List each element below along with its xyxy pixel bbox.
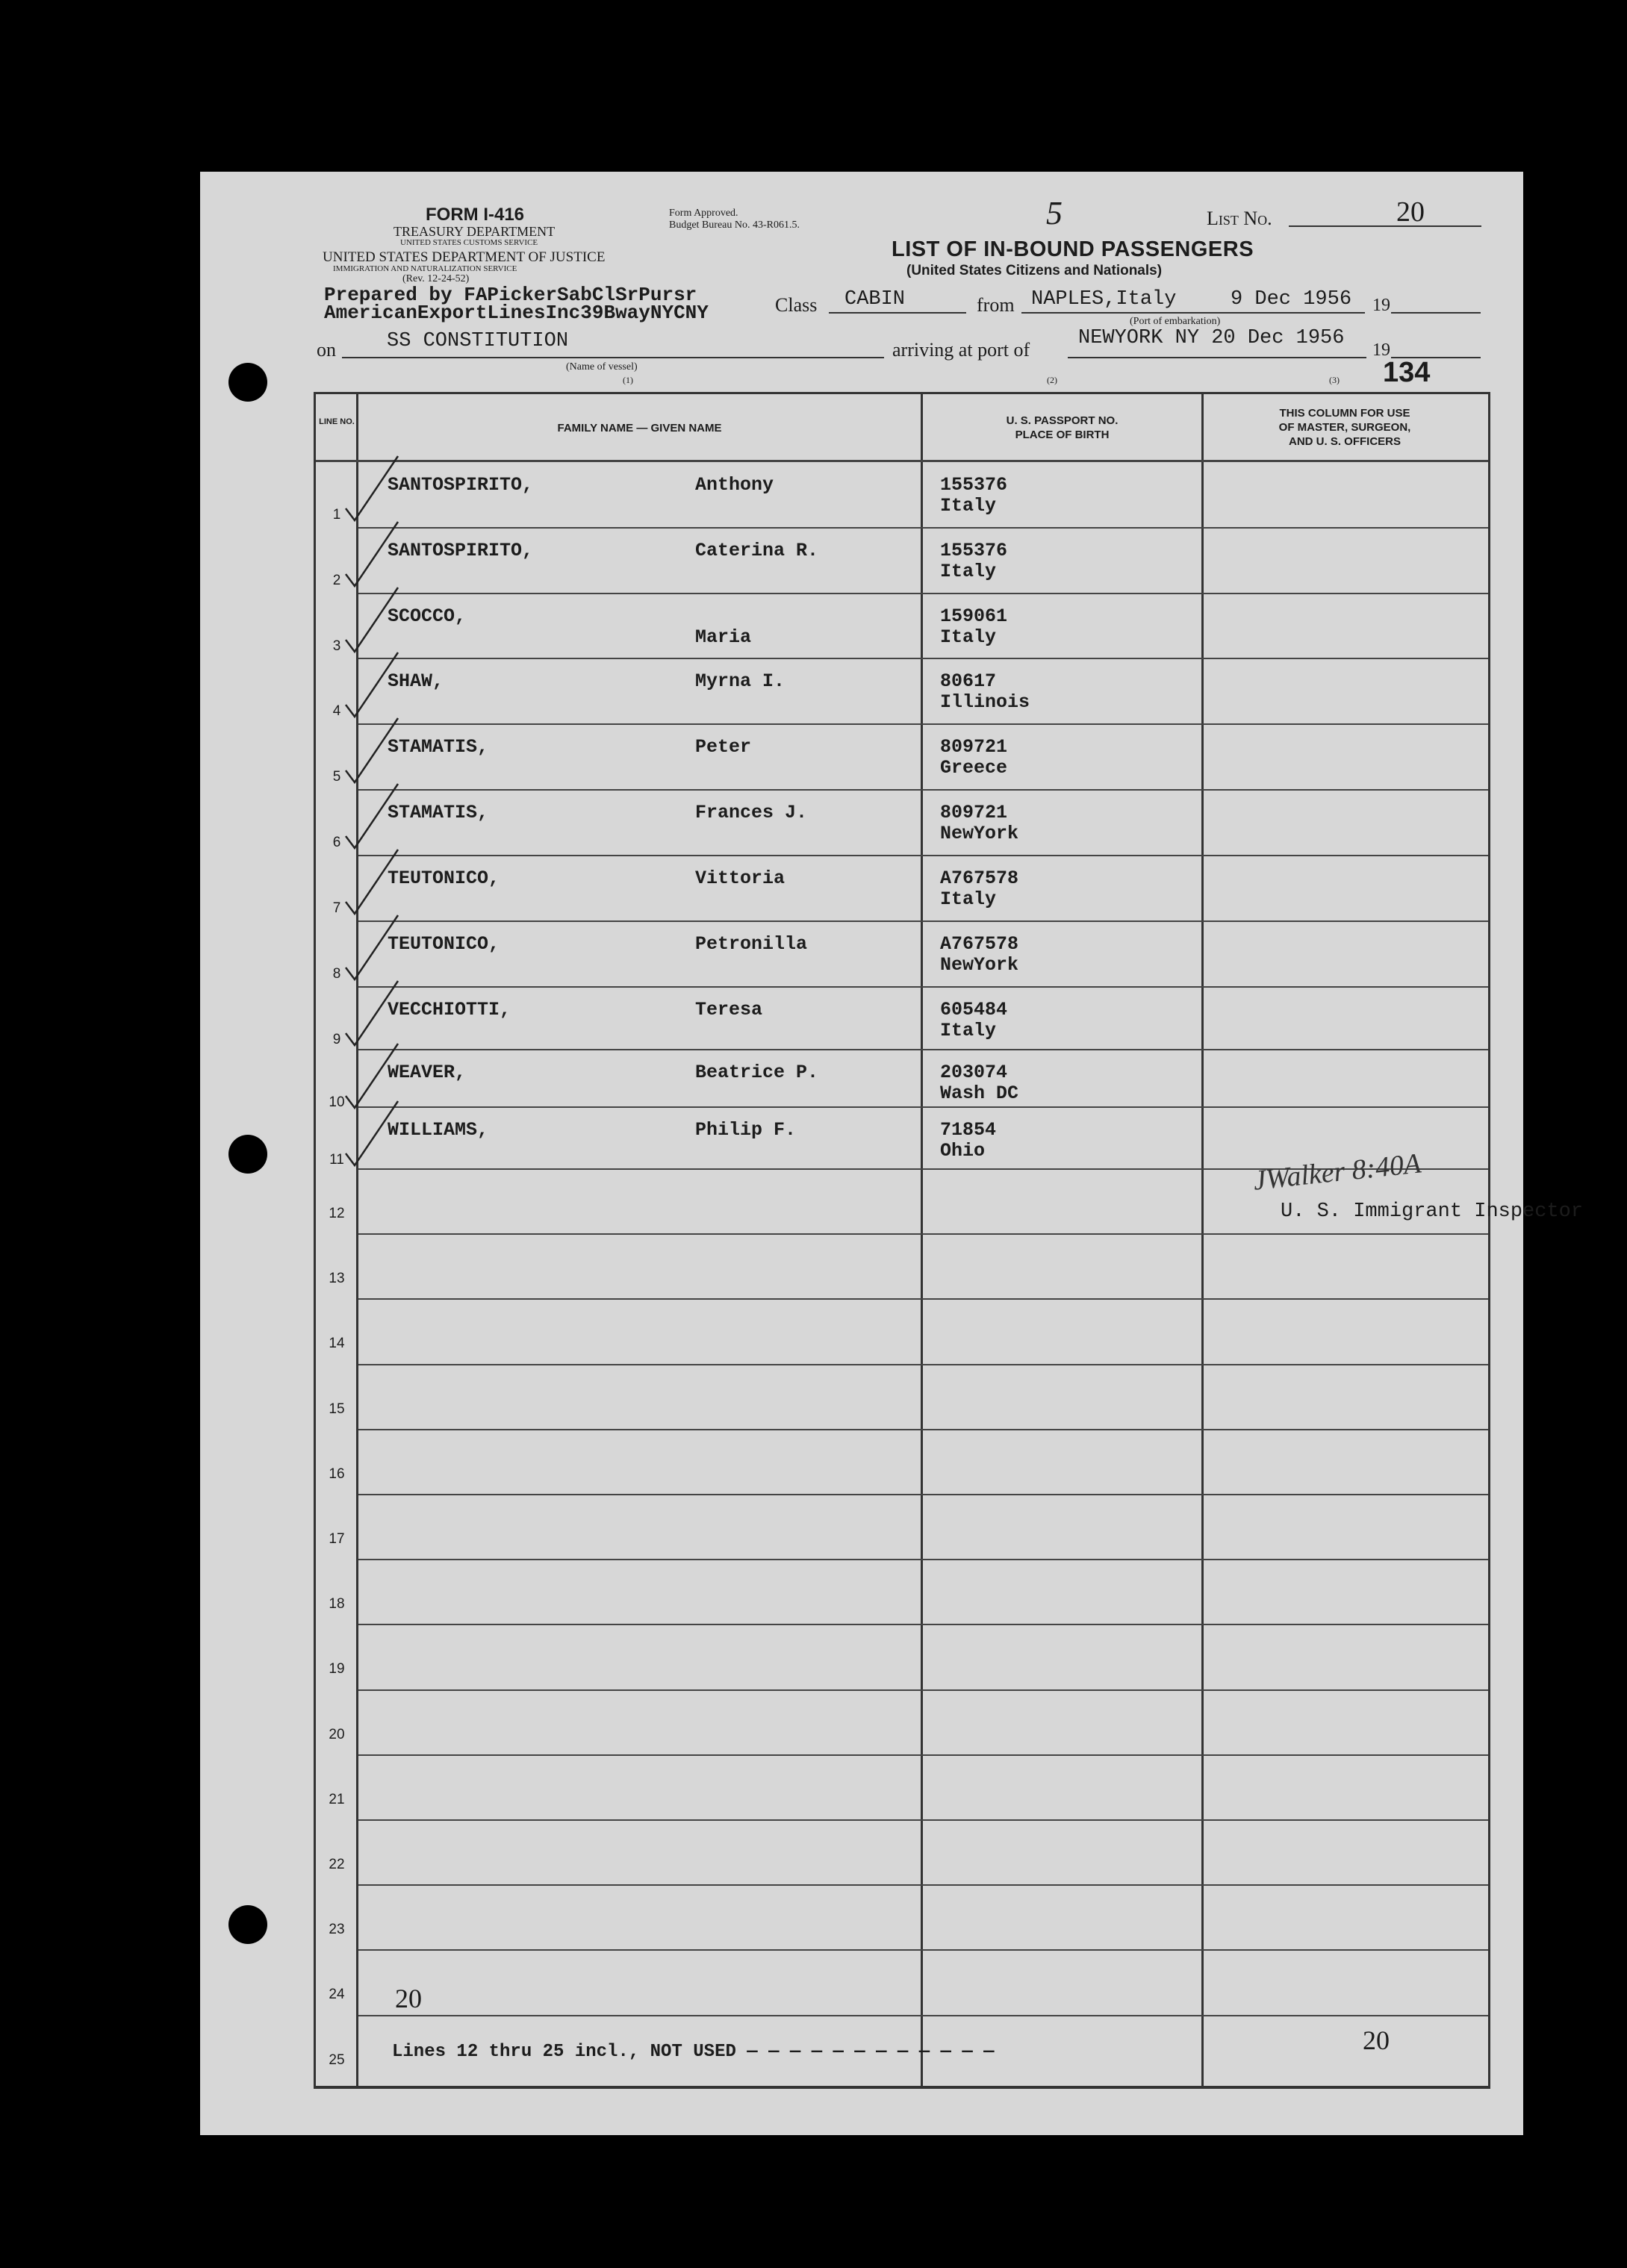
row-rule [358,855,1488,856]
line-number: 11 [329,1152,344,1168]
line-number: 22 [329,1857,345,1872]
family-name: SANTOSPIRITO, [388,474,534,496]
prepared-by-line-2: AmericanExportLinesInc39BwayNYCNY [324,302,709,324]
family-name: TEUTONICO, [388,933,500,955]
list-no-value: 20 [1396,196,1425,228]
check-mark [346,915,398,979]
family-name: SANTOSPIRITO, [388,540,534,561]
line-number: 10 [329,1094,345,1110]
inspector-signature: JWalker 8:40A [1251,1147,1423,1197]
header-rule [316,460,1488,462]
row-rule [358,1233,1488,1235]
check-mark [346,718,398,782]
passenger-table [314,392,1584,2089]
year-line [1391,312,1481,314]
line-number: 19 [329,1661,345,1677]
punch-hole [228,363,267,402]
place-of-birth: Italy [940,626,997,648]
given-name: Petronilla [695,933,808,955]
col-header-officers-line-1: THIS COLUMN FOR USE [1279,407,1410,420]
place-of-birth: Italy [940,1020,997,1041]
punch-hole [228,1905,267,1944]
list-no-line [1289,225,1481,227]
passport-number: 605484 [940,999,1008,1021]
class-label: Class [775,294,818,316]
col-header-name: FAMILY NAME — GIVEN NAME [557,422,722,434]
given-name: Peter [695,736,752,758]
from-line [1021,312,1365,314]
passport-number: 809721 [940,736,1008,758]
given-name: Vittoria [695,867,785,889]
row-rule [358,1819,1488,1821]
inspector-label: U. S. Immigrant Inspector [1281,1200,1584,1223]
line-number: 12 [329,1206,345,1221]
line-number: 9 [332,1032,341,1047]
line-number: 8 [332,966,341,982]
row-rule [358,1494,1488,1495]
col2-mark: (2) [1047,375,1057,385]
check-mark [346,1101,398,1165]
dept-treasury: TREASURY DEPARTMENT [393,224,556,239]
row-rule [358,1949,1488,1951]
line-number: 1 [332,507,341,523]
arriving-value: NEWYORK NY 20 Dec 1956 [1078,327,1345,349]
passport-number: 159061 [940,605,1008,627]
passport-number: A767578 [940,933,1019,955]
line-number: 21 [329,1791,345,1807]
given-name: Frances J. [695,802,808,823]
not-used-note: Lines 12 thru 25 incl., NOT USED — — — — — — — — — — — — [392,2042,995,2062]
given-name: Teresa [695,999,763,1021]
passport-number: 809721 [940,802,1008,823]
check-mark [346,652,398,717]
from-value: NAPLES,Italy [1031,288,1177,311]
form-title: LIST OF IN-BOUND PASSENGERS [892,237,1254,261]
line-number: 13 [329,1271,345,1287]
col-header-passport-line-2: PLACE OF BIRTH [1015,429,1110,441]
list-no-label: List No. [1207,208,1272,229]
place-of-birth: Greece [940,757,1008,779]
given-name: Myrna I. [695,670,785,692]
document-page [200,172,1584,2135]
col-header-officers [1204,406,1486,449]
line-number: 16 [329,1465,345,1482]
given-name: Philip F. [695,1119,797,1141]
form-approved: Form Approved. [669,208,738,219]
vessel-col-mark: (1) [623,375,633,385]
line-number: 5 [332,769,341,785]
passport-number: A767578 [940,867,1019,889]
row-rule [358,920,1488,922]
form-number: FORM I-416 [426,205,525,225]
check-mark [346,522,398,586]
line-number: 14 [329,1336,345,1352]
check-mark [346,1044,398,1108]
line-number: 6 [332,835,341,850]
col-header-officers-line-3: AND U. S. OFFICERS [1288,435,1401,448]
row-rule [358,527,1488,529]
check-mark [346,588,398,652]
form-subtitle: (United States Citizens and Nationals) [906,263,1163,278]
line-number: 25 [329,2052,345,2068]
port-embarkation-label: (Port of embarkation) [1130,316,1221,327]
row-rule [358,1689,1488,1691]
given-name: Maria [695,626,752,648]
year-prefix: 19 [1372,296,1390,315]
place-of-birth: Italy [940,888,997,910]
family-name: SCOCCO, [388,605,467,627]
col-header-officers-line-2: OF MASTER, SURGEON, [1278,421,1411,434]
arriving-year-prefix: 19 [1372,340,1390,360]
place-of-birth: Ohio [940,1140,986,1162]
col-header-passport-line-1: U. S. PASSPORT NO. [1006,414,1119,427]
col3-mark: (3) [1329,375,1340,385]
family-name: SHAW, [388,670,444,692]
vessel-line [342,357,884,358]
stamp-number: 134 [1383,357,1431,388]
punch-hole [228,1135,267,1174]
place-of-birth: Italy [940,495,997,517]
row-rule [358,1429,1488,1430]
line-number: 7 [332,900,341,916]
row-rule [358,1559,1488,1560]
revision: (Rev. 12-24-52) [402,273,470,284]
budget-bureau: Budget Bureau No. 43-R061.5. [669,219,800,231]
passport-number: 155376 [940,474,1008,496]
row-rule [358,593,1488,594]
place-of-birth: Wash DC [940,1082,1019,1104]
line-number: 20 [329,1726,345,1742]
line-number: 3 [332,638,341,654]
row-rule [358,1624,1488,1625]
col-header-passport [923,414,1201,442]
col-divider [1201,394,1204,2086]
from-label: from [977,294,1015,316]
row-rule [358,658,1488,659]
check-mark [346,981,398,1045]
dept-treasury-sub: UNITED STATES CUSTOMS SERVICE [400,238,538,247]
line-number: 18 [329,1596,345,1613]
family-name: STAMATIS, [388,802,489,823]
family-name: VECCHIOTTI, [388,999,511,1021]
check-marks [331,394,420,1186]
line-number: 17 [329,1531,345,1547]
dept-justice-sub: IMMIGRATION AND NATURALIZATION SERVICE [333,264,517,273]
check-mark [346,456,398,520]
vessel-label: (Name of vessel) [566,361,638,373]
row-rule [358,789,1488,791]
class-value: CABIN [844,288,906,311]
row-rule [358,1049,1488,1050]
check-mark [346,784,398,848]
line-number: 4 [332,703,341,719]
line-number: 2 [332,573,341,588]
handwritten-mark: 5 [1046,195,1063,231]
given-name: Beatrice P. [695,1062,819,1083]
given-name: Anthony [695,474,774,496]
row-rule [358,1754,1488,1756]
family-name: WILLIAMS, [388,1119,489,1141]
passport-number: 80617 [940,670,997,692]
line-number: 24 [329,1987,345,2003]
col-divider [921,394,923,2086]
line-number: 15 [329,1401,345,1417]
place-of-birth: NewYork [940,954,1019,976]
row-rule [358,986,1488,988]
place-of-birth: Illinois [940,691,1030,713]
arriving-line [1068,357,1366,358]
passport-number: 155376 [940,540,1008,561]
class-line [829,312,966,314]
line-number: 23 [329,1922,345,1938]
row-rule [358,1106,1488,1108]
place-of-birth: NewYork [940,823,1019,844]
passport-number: 203074 [940,1062,1008,1083]
place-of-birth: Italy [940,561,997,582]
row-rule [358,2015,1488,2016]
family-name: WEAVER, [388,1062,467,1083]
col-header-line-no: LINE NO. [319,417,355,426]
arriving-label: arriving at port of [892,339,1030,361]
family-name: TEUTONICO, [388,867,500,889]
total-left: 20 [395,1984,422,2013]
row-rule [358,1364,1488,1365]
from-date: 9 Dec 1956 [1231,288,1352,311]
on-label: on [317,339,336,361]
prepared-by-line-1: Prepared by FAPickerSabClSrPursr [324,284,697,306]
row-rule [358,723,1488,725]
check-mark [346,850,398,914]
given-name: Caterina R. [695,540,819,561]
dept-justice: UNITED STATES DEPARTMENT OF JUSTICE [323,249,606,265]
row-rule [358,1884,1488,1886]
passport-number: 71854 [940,1119,997,1141]
row-rule [358,1298,1488,1300]
total-right: 20 [1363,2025,1390,2055]
vessel-value: SS CONSTITUTION [387,330,569,352]
family-name: STAMATIS, [388,736,489,758]
